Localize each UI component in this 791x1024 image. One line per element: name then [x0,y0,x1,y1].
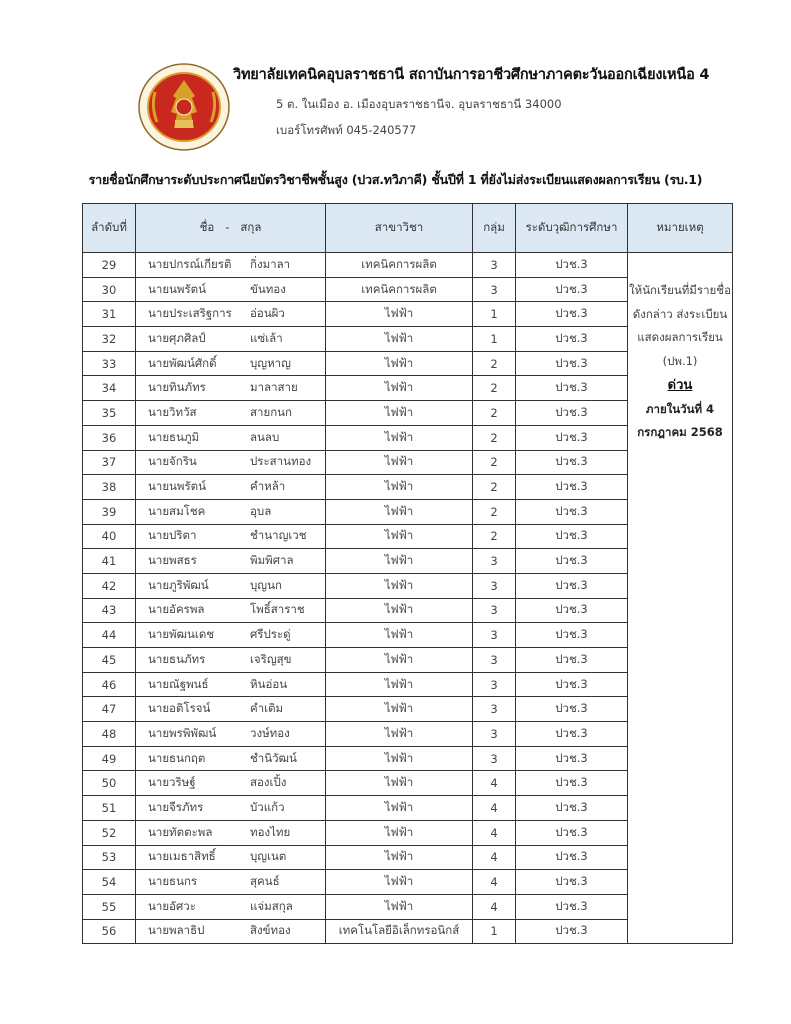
last-name: ชำนาญเวช [250,528,307,543]
cell-group: 3 [473,722,516,747]
cell-name [136,499,326,524]
last-name: เจริญสุข [250,651,292,666]
institution-phone: เบอร์โทรศัพท์ 045-240577 [276,123,417,137]
first-name: นายเมธาสิทธิ์ [148,849,216,864]
last-name: บุญนก [250,577,282,592]
cell-name [136,771,326,796]
cell-group: 3 [473,549,516,574]
last-name: สุคนธ์ [250,874,280,889]
cell-group: 2 [473,425,516,450]
first-name: นายภูริพัฒน์ [148,577,209,592]
first-name: นายปริตา [148,528,197,543]
first-name: นายอติโรจน์ [148,701,211,716]
cell-name [136,722,326,747]
cell-major: ไฟฟ้า [326,722,473,747]
last-name: แจ่มสกุล [250,898,293,913]
deadline-line: ภายในวันที่ 4 [645,401,715,416]
cell-level: ปวช.3 [516,499,628,524]
cell-group: 4 [473,796,516,821]
college-emblem-icon [137,62,231,152]
cell-group: 3 [473,672,516,697]
cell-level: ปวช.3 [516,820,628,845]
cell-no: 44 [83,623,136,648]
cell-name [136,919,326,944]
first-name: นายจักริน [148,454,197,469]
cell-name [136,894,326,919]
cell-group: 4 [473,820,516,845]
cell-name [136,376,326,401]
cell-major: ไฟฟ้า [326,845,473,870]
column-header-name: ชื่อ - สกุล [136,204,326,253]
cell-level: ปวช.3 [516,573,628,598]
deadline-line: กรกฎาคม 2568 [637,425,723,440]
first-name: นายประเสริฐการ [148,306,232,321]
cell-major: ไฟฟ้า [326,524,473,549]
cell-name [136,524,326,549]
cell-name [136,302,326,327]
cell-group: 1 [473,302,516,327]
cell-group: 1 [473,919,516,944]
first-name: นายธนกฤต [148,750,206,765]
last-name: ชำนิวัฒน์ [250,750,297,765]
student-roster-table [82,203,733,944]
cell-group: 2 [473,475,516,500]
cell-major: ไฟฟ้า [326,450,473,475]
table-header-row [83,204,733,253]
cell-no: 45 [83,648,136,673]
cell-major: ไฟฟ้า [326,894,473,919]
cell-level: ปวช.3 [516,722,628,747]
cell-remark [628,253,733,944]
cell-group: 4 [473,894,516,919]
cell-level: ปวช.3 [516,302,628,327]
table-body [83,253,733,944]
document-title: รายชื่อนักศึกษาระดับประกาศนียบัตรวิชาชีพชั้นสูง (ปวส.ทวิภาคี) ชั้นปีที่ 1 ที่ยังไม่ส่งระเบียนแสดงผลการเรียน (รบ.1) [88,172,703,187]
cell-no: 42 [83,573,136,598]
last-name: พิมพิศาล [250,553,294,568]
cell-no: 49 [83,746,136,771]
cell-level: ปวช.3 [516,697,628,722]
last-name: บุญเนต [250,849,287,864]
cell-level: ปวช.3 [516,277,628,302]
last-name: วงษ์ทอง [250,725,290,740]
cell-level: ปวช.3 [516,894,628,919]
remark-line: ดังกล่าว ส่งระเบียน [632,306,728,321]
cell-major: ไฟฟ้า [326,573,473,598]
cell-major: ไฟฟ้า [326,401,473,426]
cell-level: ปวช.3 [516,771,628,796]
last-name: ขันทอง [250,281,286,296]
cell-name [136,820,326,845]
last-name: สิงข์ทอง [250,923,291,938]
first-name: นายธนภัทร [148,651,206,666]
cell-name [136,277,326,302]
first-name: นายศุภศิลป์ [148,330,206,345]
last-name: แซ่เล้า [250,330,283,345]
cell-group: 4 [473,771,516,796]
cell-group: 3 [473,253,516,278]
first-name: นายวริษฐ์ [148,775,196,790]
cell-no: 52 [83,820,136,845]
cell-name [136,623,326,648]
remark-line: ให้นักเรียนที่มีรายชื่อ [629,283,731,297]
cell-name [136,327,326,352]
cell-major: ไฟฟ้า [326,796,473,821]
cell-group: 3 [473,573,516,598]
cell-level: ปวช.3 [516,796,628,821]
cell-name [136,475,326,500]
cell-group: 3 [473,623,516,648]
cell-no: 40 [83,524,136,549]
last-name: บุญหาญ [250,355,291,370]
first-name: นายทินภัทร [148,380,206,395]
last-name: มาลาสาย [250,380,298,395]
cell-group: 2 [473,351,516,376]
cell-group: 2 [473,524,516,549]
cell-major: ไฟฟ้า [326,697,473,722]
cell-major: ไฟฟ้า [326,623,473,648]
last-name: กิ่งมาลา [250,256,291,271]
first-name: นายทัตตะพล [148,824,213,839]
cell-name [136,672,326,697]
cell-no: 34 [83,376,136,401]
last-name: อุบล [250,503,272,518]
cell-major: ไฟฟ้า [326,771,473,796]
institution-name: วิทยาลัยเทคนิคอุบลราชธานี สถาบันการอาชีวศึกษาภาคตะวันออกเฉียงเหนือ 4 [233,67,710,83]
cell-no: 36 [83,425,136,450]
cell-no: 35 [83,401,136,426]
first-name: นายพัฒนเดช [148,627,215,642]
first-name: นายพัฒน์ศักดิ์ [148,355,217,370]
first-name: นายจีรภัทร [148,799,204,814]
cell-name [136,598,326,623]
cell-group: 4 [473,870,516,895]
cell-group: 3 [473,648,516,673]
cell-name [136,573,326,598]
cell-name [136,746,326,771]
last-name: หินอ่อน [250,676,288,691]
cell-major: ไฟฟ้า [326,746,473,771]
column-header-no: ลำดับที่ [83,204,136,253]
first-name: นายปกรณ์เกียรติ [148,256,232,271]
cell-major: ไฟฟ้า [326,425,473,450]
last-name: บัวแก้ว [250,799,285,814]
cell-no: 43 [83,598,136,623]
cell-level: ปวช.3 [516,746,628,771]
cell-no: 31 [83,302,136,327]
cell-name [136,845,326,870]
last-name: ศรีประดู่ [250,627,291,642]
cell-no: 37 [83,450,136,475]
cell-no: 38 [83,475,136,500]
cell-no: 32 [83,327,136,352]
first-name: นายพสธร [148,553,197,568]
cell-no: 54 [83,870,136,895]
remark-note [628,253,732,445]
cell-group: 4 [473,845,516,870]
cell-name [136,351,326,376]
cell-major: ไฟฟ้า [326,499,473,524]
cell-name [136,253,326,278]
cell-major: ไฟฟ้า [326,598,473,623]
cell-name [136,648,326,673]
cell-no: 46 [83,672,136,697]
cell-level: ปวช.3 [516,475,628,500]
first-name: นายสมโชค [148,503,206,518]
cell-level: ปวช.3 [516,870,628,895]
first-name: นายพรพิพัฒน์ [148,725,217,740]
cell-name [136,796,326,821]
last-name: ประสานทอง [250,454,312,469]
first-name: นายณัฐพนธ์ [148,676,209,691]
cell-no: 55 [83,894,136,919]
cell-group: 2 [473,401,516,426]
table-row [83,253,733,278]
cell-no: 39 [83,499,136,524]
last-name: คำหล้า [250,479,286,494]
cell-level: ปวช.3 [516,376,628,401]
cell-name [136,401,326,426]
cell-no: 47 [83,697,136,722]
cell-level: ปวช.3 [516,672,628,697]
column-header-remark: หมายเหตุ [628,204,733,253]
first-name: นายอัครพล [148,602,205,617]
cell-level: ปวช.3 [516,524,628,549]
cell-major: เทคนิคการผลิต [326,253,473,278]
last-name: คำเติม [250,701,284,716]
last-name: สายกนก [250,404,293,419]
cell-level: ปวช.3 [516,425,628,450]
cell-group: 2 [473,499,516,524]
first-name: นายนพรัตน์ [148,281,207,296]
last-name: อ่อนผิว [250,306,285,321]
institution-address: 5 ต. ในเมือง อ. เมืองอุบลราชธานีจ. อุบลราชธานี 34000 [276,97,562,111]
last-name: ลนลบ [250,429,280,444]
last-name: โพธิ์สาราช [250,602,305,617]
cell-major: ไฟฟ้า [326,648,473,673]
cell-name [136,870,326,895]
cell-no: 48 [83,722,136,747]
cell-no: 41 [83,549,136,574]
cell-level: ปวช.3 [516,253,628,278]
first-name: นายนพรัตน์ [148,479,207,494]
cell-no: 50 [83,771,136,796]
cell-major: ไฟฟ้า [326,672,473,697]
cell-level: ปวช.3 [516,450,628,475]
first-name: นายพลาธิป [148,923,205,938]
cell-level: ปวช.3 [516,598,628,623]
first-name: นายธนภูมิ [148,429,200,444]
cell-name [136,549,326,574]
cell-level: ปวช.3 [516,401,628,426]
cell-no: 51 [83,796,136,821]
cell-major: ไฟฟ้า [326,870,473,895]
cell-group: 1 [473,327,516,352]
cell-major: ไฟฟ้า [326,327,473,352]
cell-group: 2 [473,376,516,401]
last-name: สองเปิ้ง [250,775,287,790]
cell-name [136,450,326,475]
cell-level: ปวช.3 [516,549,628,574]
cell-major: ไฟฟ้า [326,376,473,401]
first-name: นายธนกร [148,874,198,889]
cell-major: ไฟฟ้า [326,549,473,574]
cell-major: ไฟฟ้า [326,351,473,376]
cell-major: เทคนิคการผลิต [326,277,473,302]
cell-no: 29 [83,253,136,278]
cell-name [136,425,326,450]
cell-group: 2 [473,450,516,475]
cell-no: 56 [83,919,136,944]
cell-level: ปวช.3 [516,327,628,352]
remark-line: แสดงผลการเรียน [637,330,723,345]
cell-group: 3 [473,697,516,722]
column-header-major: สาขาวิชา [326,204,473,253]
cell-level: ปวช.3 [516,648,628,673]
cell-group: 3 [473,598,516,623]
cell-major: ไฟฟ้า [326,820,473,845]
first-name: นายอัศวะ [148,898,196,913]
last-name: ทองไทย [250,824,291,839]
cell-no: 33 [83,351,136,376]
first-name: นายวิทวัส [148,404,197,419]
cell-level: ปวช.3 [516,845,628,870]
remark-line: (ปพ.1) [662,354,698,369]
cell-name [136,697,326,722]
cell-major: ไฟฟ้า [326,302,473,327]
cell-level: ปวช.3 [516,623,628,648]
cell-no: 30 [83,277,136,302]
urgent-label: ด่วน [667,377,693,393]
column-header-level: ระดับวุฒิการศึกษา [516,204,628,253]
cell-level: ปวช.3 [516,351,628,376]
cell-no: 53 [83,845,136,870]
cell-group: 3 [473,746,516,771]
column-header-group: กลุ่ม [473,204,516,253]
cell-major: ไฟฟ้า [326,475,473,500]
cell-major: เทคโนโลยีอิเล็กทรอนิกส์ [326,919,473,944]
cell-level: ปวช.3 [516,919,628,944]
cell-group: 3 [473,277,516,302]
